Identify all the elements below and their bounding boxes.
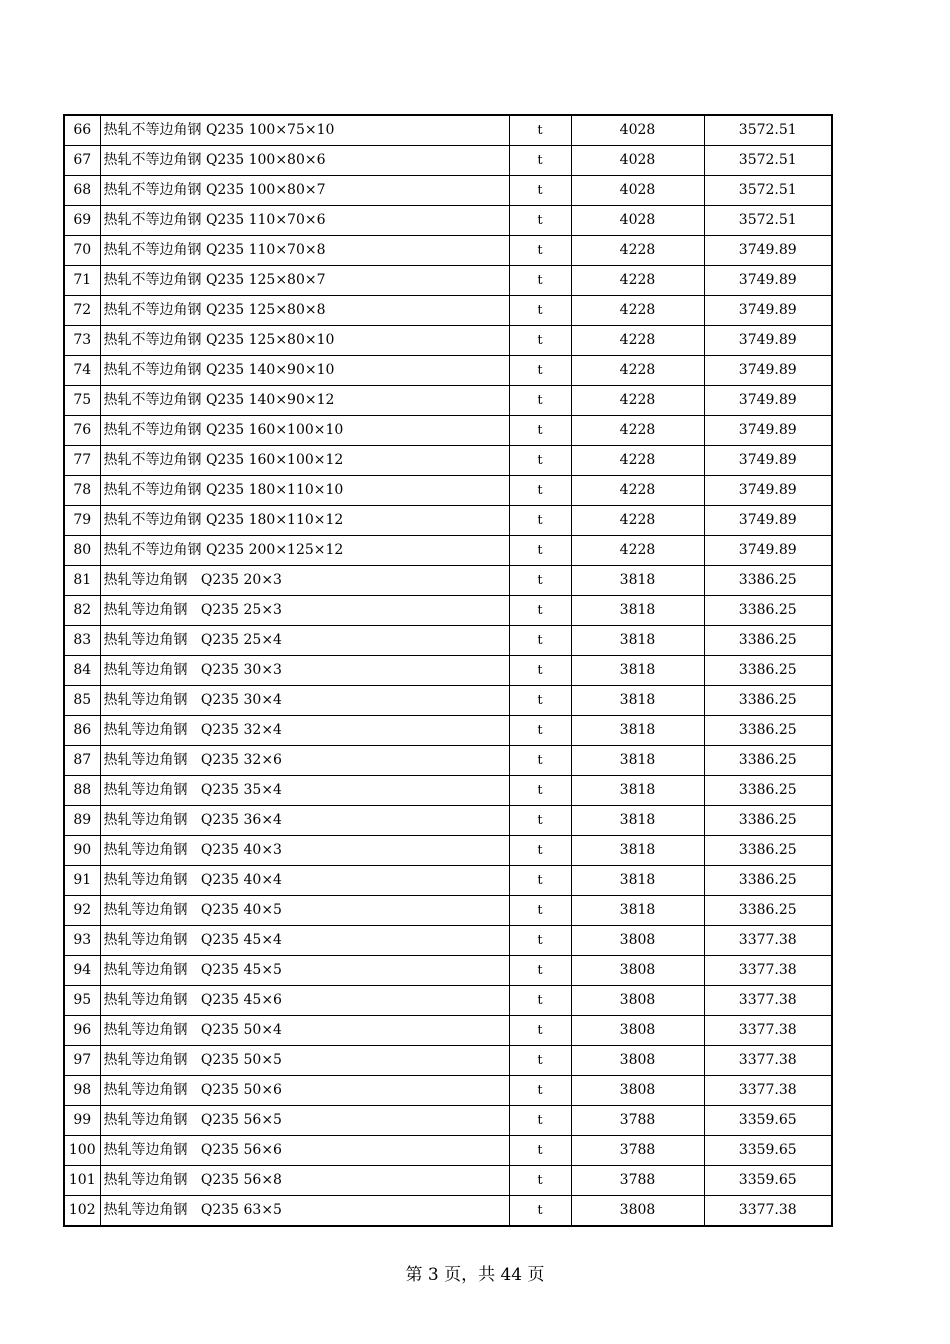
- price-incl-tax: 3818: [571, 866, 704, 896]
- row-number: 100: [64, 1136, 100, 1166]
- price-incl-tax: 3818: [571, 656, 704, 686]
- material-name: 热轧不等边角钢 Q235 100×80×6: [100, 146, 509, 176]
- price-incl-tax: 3808: [571, 1076, 704, 1106]
- table-row: [64, 566, 832, 596]
- price-excl-tax: 3386.25: [704, 776, 832, 806]
- row-number: 79: [64, 506, 100, 536]
- row-number: 75: [64, 386, 100, 416]
- table-row: [64, 746, 832, 776]
- unit: t: [509, 1196, 571, 1227]
- unit: t: [509, 176, 571, 206]
- unit: t: [509, 206, 571, 236]
- table-row: [64, 596, 832, 626]
- material-name: 热轧不等边角钢 Q235 180×110×10: [100, 476, 509, 506]
- price-excl-tax: 3377.38: [704, 956, 832, 986]
- table-row: [64, 416, 832, 446]
- price-excl-tax: 3749.89: [704, 446, 832, 476]
- row-number: 102: [64, 1196, 100, 1227]
- table-row: [64, 1076, 832, 1106]
- row-number: 86: [64, 716, 100, 746]
- table-row: [64, 1106, 832, 1136]
- table-row: [64, 896, 832, 926]
- price-incl-tax: 3818: [571, 896, 704, 926]
- material-name: 热轧不等边角钢 Q235 110×70×6: [100, 206, 509, 236]
- table-row: [64, 866, 832, 896]
- table-row: [64, 266, 832, 296]
- price-incl-tax: 3808: [571, 1016, 704, 1046]
- material-name: 热轧不等边角钢 Q235 125×80×7: [100, 266, 509, 296]
- price-incl-tax: 4228: [571, 446, 704, 476]
- unit: t: [509, 716, 571, 746]
- material-name: 热轧等边角钢 Q235 40×3: [100, 836, 509, 866]
- material-name: 热轧等边角钢 Q235 40×4: [100, 866, 509, 896]
- row-number: 89: [64, 806, 100, 836]
- price-excl-tax: 3749.89: [704, 476, 832, 506]
- unit: t: [509, 776, 571, 806]
- row-number: 80: [64, 536, 100, 566]
- row-number: 85: [64, 686, 100, 716]
- table-row: [64, 956, 832, 986]
- unit: t: [509, 416, 571, 446]
- row-number: 74: [64, 356, 100, 386]
- price-incl-tax: 3818: [571, 596, 704, 626]
- price-incl-tax: 3818: [571, 746, 704, 776]
- price-excl-tax: 3749.89: [704, 536, 832, 566]
- price-incl-tax: 3808: [571, 986, 704, 1016]
- price-excl-tax: 3377.38: [704, 926, 832, 956]
- material-name: 热轧不等边角钢 Q235 200×125×12: [100, 536, 509, 566]
- material-name: 热轧等边角钢 Q235 25×3: [100, 596, 509, 626]
- table-row: [64, 656, 832, 686]
- price-excl-tax: 3386.25: [704, 656, 832, 686]
- row-number: 98: [64, 1076, 100, 1106]
- material-name: 热轧等边角钢 Q235 40×5: [100, 896, 509, 926]
- unit: t: [509, 956, 571, 986]
- price-excl-tax: 3749.89: [704, 326, 832, 356]
- unit: t: [509, 506, 571, 536]
- material-name: 热轧等边角钢 Q235 32×6: [100, 746, 509, 776]
- unit: t: [509, 866, 571, 896]
- material-name: 热轧等边角钢 Q235 36×4: [100, 806, 509, 836]
- table-row: [64, 356, 832, 386]
- table-row: [64, 236, 832, 266]
- row-number: 90: [64, 836, 100, 866]
- row-number: 73: [64, 326, 100, 356]
- price-incl-tax: 3788: [571, 1106, 704, 1136]
- material-name: 热轧不等边角钢 Q235 140×90×10: [100, 356, 509, 386]
- price-excl-tax: 3572.51: [704, 115, 832, 146]
- price-incl-tax: 4228: [571, 476, 704, 506]
- table-row: [64, 806, 832, 836]
- row-number: 70: [64, 236, 100, 266]
- material-name: 热轧等边角钢 Q235 20×3: [100, 566, 509, 596]
- unit: t: [509, 1136, 571, 1166]
- price-excl-tax: 3377.38: [704, 1046, 832, 1076]
- material-name: 热轧等边角钢 Q235 30×3: [100, 656, 509, 686]
- table-row: [64, 536, 832, 566]
- price-excl-tax: 3572.51: [704, 146, 832, 176]
- row-number: 82: [64, 596, 100, 626]
- table-row: [64, 386, 832, 416]
- table-row: [64, 296, 832, 326]
- unit: t: [509, 146, 571, 176]
- row-number: 95: [64, 986, 100, 1016]
- row-number: 94: [64, 956, 100, 986]
- row-number: 69: [64, 206, 100, 236]
- price-excl-tax: 3386.25: [704, 686, 832, 716]
- material-name: 热轧不等边角钢 Q235 125×80×10: [100, 326, 509, 356]
- row-number: 81: [64, 566, 100, 596]
- material-name: 热轧不等边角钢 Q235 100×80×7: [100, 176, 509, 206]
- material-name: 热轧不等边角钢 Q235 180×110×12: [100, 506, 509, 536]
- price-incl-tax: 4228: [571, 296, 704, 326]
- unit: t: [509, 266, 571, 296]
- unit: t: [509, 926, 571, 956]
- unit: t: [509, 836, 571, 866]
- material-name: 热轧等边角钢 Q235 50×5: [100, 1046, 509, 1076]
- price-excl-tax: 3749.89: [704, 416, 832, 446]
- price-excl-tax: 3749.89: [704, 356, 832, 386]
- row-number: 84: [64, 656, 100, 686]
- material-name: 热轧等边角钢 Q235 25×4: [100, 626, 509, 656]
- price-incl-tax: 3818: [571, 686, 704, 716]
- row-number: 68: [64, 176, 100, 206]
- price-incl-tax: 3788: [571, 1166, 704, 1196]
- table-row: [64, 776, 832, 806]
- price-incl-tax: 3818: [571, 806, 704, 836]
- price-excl-tax: 3386.25: [704, 566, 832, 596]
- unit: t: [509, 626, 571, 656]
- unit: t: [509, 1106, 571, 1136]
- row-number: 76: [64, 416, 100, 446]
- unit: t: [509, 476, 571, 506]
- unit: t: [509, 386, 571, 416]
- table-row: [64, 1136, 832, 1166]
- price-incl-tax: 3808: [571, 1196, 704, 1227]
- material-name: 热轧不等边角钢 Q235 110×70×8: [100, 236, 509, 266]
- material-name: 热轧等边角钢 Q235 63×5: [100, 1196, 509, 1227]
- price-incl-tax: 4228: [571, 326, 704, 356]
- unit: t: [509, 896, 571, 926]
- price-incl-tax: 3818: [571, 566, 704, 596]
- price-incl-tax: 4028: [571, 206, 704, 236]
- unit: t: [509, 326, 571, 356]
- unit: t: [509, 986, 571, 1016]
- price-incl-tax: 4228: [571, 506, 704, 536]
- table-row: [64, 986, 832, 1016]
- table-row: [64, 1196, 832, 1227]
- price-excl-tax: 3386.25: [704, 596, 832, 626]
- page-footer: 第 3 页，共 44 页: [405, 1265, 545, 1285]
- table-row: [64, 1016, 832, 1046]
- material-name: 热轧等边角钢 Q235 35×4: [100, 776, 509, 806]
- price-excl-tax: 3377.38: [704, 1076, 832, 1106]
- row-number: 88: [64, 776, 100, 806]
- row-number: 71: [64, 266, 100, 296]
- material-name: 热轧等边角钢 Q235 50×6: [100, 1076, 509, 1106]
- material-name: 热轧不等边角钢 Q235 140×90×12: [100, 386, 509, 416]
- row-number: 92: [64, 896, 100, 926]
- price-incl-tax: 3808: [571, 926, 704, 956]
- material-name: 热轧等边角钢 Q235 45×6: [100, 986, 509, 1016]
- price-excl-tax: 3749.89: [704, 386, 832, 416]
- table-row: [64, 115, 832, 146]
- material-name: 热轧等边角钢 Q235 56×6: [100, 1136, 509, 1166]
- unit: t: [509, 596, 571, 626]
- price-excl-tax: 3359.65: [704, 1136, 832, 1166]
- price-excl-tax: 3359.65: [704, 1106, 832, 1136]
- unit: t: [509, 656, 571, 686]
- unit: t: [509, 1046, 571, 1076]
- price-excl-tax: 3386.25: [704, 836, 832, 866]
- price-excl-tax: 3749.89: [704, 506, 832, 536]
- price-incl-tax: 3808: [571, 1046, 704, 1076]
- price-incl-tax: 4228: [571, 536, 704, 566]
- price-incl-tax: 3808: [571, 956, 704, 986]
- table-row: [64, 626, 832, 656]
- price-excl-tax: 3386.25: [704, 806, 832, 836]
- material-name: 热轧不等边角钢 Q235 100×75×10: [100, 115, 509, 146]
- unit: t: [509, 536, 571, 566]
- material-name: 热轧等边角钢 Q235 45×5: [100, 956, 509, 986]
- price-incl-tax: 4228: [571, 266, 704, 296]
- price-incl-tax: 4228: [571, 236, 704, 266]
- table-row: [64, 836, 832, 866]
- price-incl-tax: 4228: [571, 386, 704, 416]
- price-excl-tax: 3386.25: [704, 716, 832, 746]
- unit: t: [509, 356, 571, 386]
- table-row: [64, 146, 832, 176]
- row-number: 78: [64, 476, 100, 506]
- unit: t: [509, 686, 571, 716]
- material-name: 热轧等边角钢 Q235 45×4: [100, 926, 509, 956]
- price-excl-tax: 3749.89: [704, 296, 832, 326]
- material-name: 热轧等边角钢 Q235 56×5: [100, 1106, 509, 1136]
- row-number: 72: [64, 296, 100, 326]
- price-incl-tax: 3818: [571, 836, 704, 866]
- price-incl-tax: 3788: [571, 1136, 704, 1166]
- row-number: 97: [64, 1046, 100, 1076]
- table-row: [64, 1166, 832, 1196]
- material-name: 热轧不等边角钢 Q235 160×100×12: [100, 446, 509, 476]
- table-row: [64, 686, 832, 716]
- material-name: 热轧等边角钢 Q235 56×8: [100, 1166, 509, 1196]
- table-row: [64, 446, 832, 476]
- table-row: [64, 1046, 832, 1076]
- row-number: 93: [64, 926, 100, 956]
- material-name: 热轧等边角钢 Q235 30×4: [100, 686, 509, 716]
- unit: t: [509, 1076, 571, 1106]
- table-row: [64, 506, 832, 536]
- price-excl-tax: 3749.89: [704, 266, 832, 296]
- table-row: [64, 476, 832, 506]
- price-excl-tax: 3749.89: [704, 236, 832, 266]
- table-row: [64, 206, 832, 236]
- material-name: 热轧等边角钢 Q235 50×4: [100, 1016, 509, 1046]
- price-incl-tax: 3818: [571, 776, 704, 806]
- price-excl-tax: 3572.51: [704, 176, 832, 206]
- price-incl-tax: 4028: [571, 115, 704, 146]
- unit: t: [509, 115, 571, 146]
- row-number: 83: [64, 626, 100, 656]
- unit: t: [509, 236, 571, 266]
- price-incl-tax: 4028: [571, 146, 704, 176]
- table-row: [64, 926, 832, 956]
- price-excl-tax: 3572.51: [704, 206, 832, 236]
- table-row: [64, 326, 832, 356]
- price-table: [63, 114, 833, 1227]
- unit: t: [509, 446, 571, 476]
- price-excl-tax: 3386.25: [704, 866, 832, 896]
- price-incl-tax: 4228: [571, 416, 704, 446]
- unit: t: [509, 1166, 571, 1196]
- material-name: 热轧不等边角钢 Q235 160×100×10: [100, 416, 509, 446]
- price-excl-tax: 3386.25: [704, 746, 832, 776]
- price-incl-tax: 3818: [571, 626, 704, 656]
- price-excl-tax: 3359.65: [704, 1166, 832, 1196]
- row-number: 87: [64, 746, 100, 776]
- price-incl-tax: 3818: [571, 716, 704, 746]
- price-excl-tax: 3377.38: [704, 986, 832, 1016]
- unit: t: [509, 746, 571, 776]
- material-name: 热轧等边角钢 Q235 32×4: [100, 716, 509, 746]
- row-number: 96: [64, 1016, 100, 1046]
- material-name: 热轧不等边角钢 Q235 125×80×8: [100, 296, 509, 326]
- price-excl-tax: 3377.38: [704, 1196, 832, 1227]
- row-number: 101: [64, 1166, 100, 1196]
- unit: t: [509, 1016, 571, 1046]
- price-incl-tax: 4228: [571, 356, 704, 386]
- table-row: [64, 176, 832, 206]
- price-table-body: [64, 115, 832, 1226]
- table-row: [64, 716, 832, 746]
- price-incl-tax: 4028: [571, 176, 704, 206]
- price-excl-tax: 3386.25: [704, 896, 832, 926]
- price-excl-tax: 3377.38: [704, 1016, 832, 1046]
- row-number: 99: [64, 1106, 100, 1136]
- unit: t: [509, 806, 571, 836]
- row-number: 66: [64, 115, 100, 146]
- price-excl-tax: 3386.25: [704, 626, 832, 656]
- row-number: 91: [64, 866, 100, 896]
- unit: t: [509, 296, 571, 326]
- row-number: 67: [64, 146, 100, 176]
- row-number: 77: [64, 446, 100, 476]
- unit: t: [509, 566, 571, 596]
